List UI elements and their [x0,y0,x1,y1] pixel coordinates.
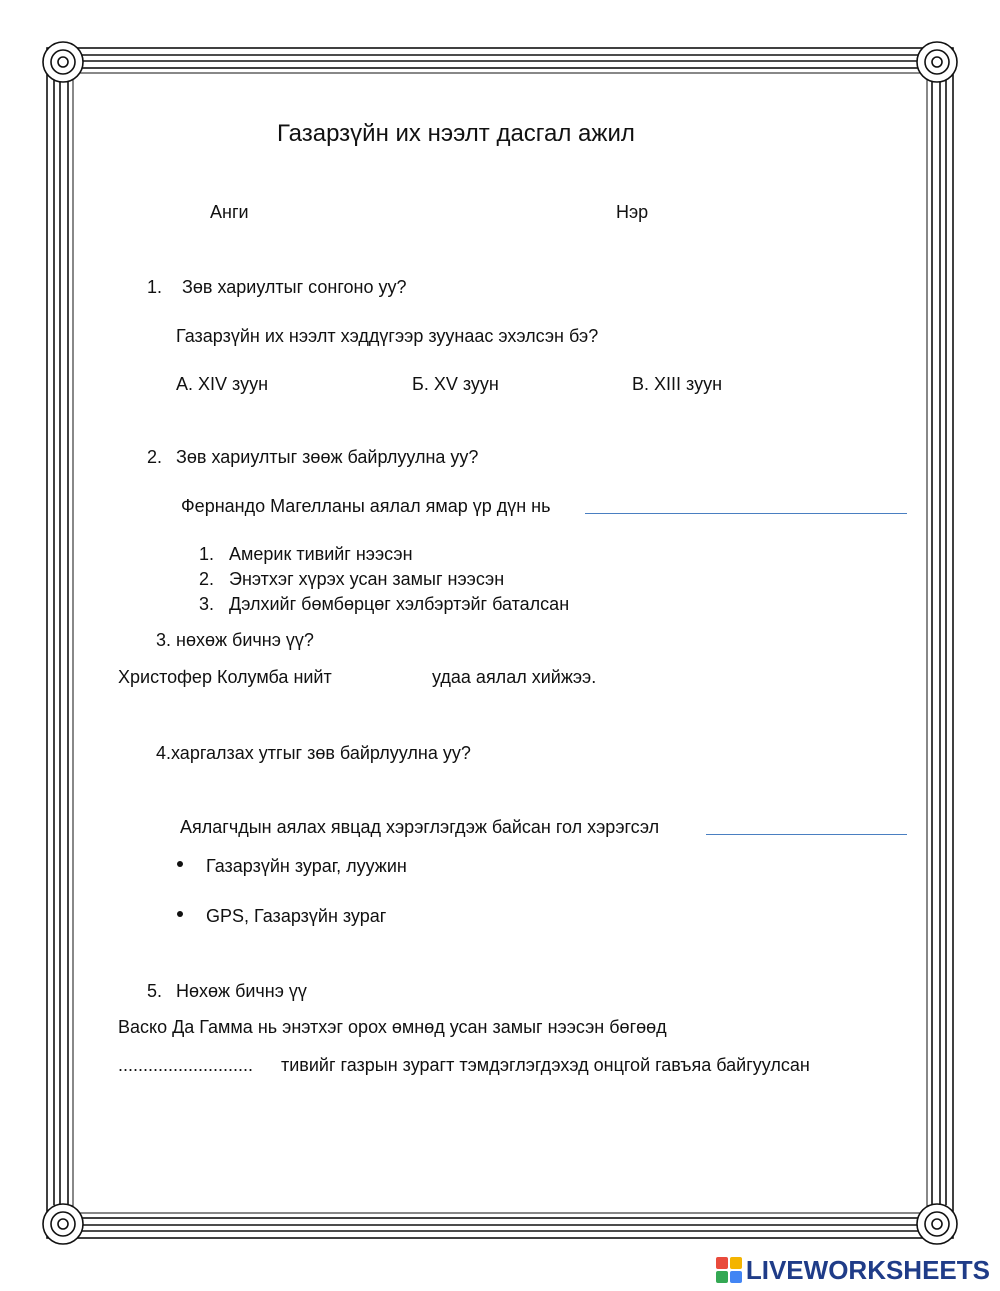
q4-option-2[interactable]: GPS, Газарзүйн зураг [206,906,387,926]
bullet-dot [177,861,183,867]
q4-answer-drop-line[interactable] [706,834,907,835]
q2-instruction: Зөв хариултыг зөөж байрлуулна уу? [176,447,479,467]
liveworksheets-logo [716,1255,990,1285]
q4-heading: 4.харгалзах утгыг зөв байрлуулна уу? [156,743,471,763]
q1-option-b[interactable]: Б. XV зуун [412,374,499,394]
q2-number: 2. [147,447,163,467]
q2-item-2-number: 2. [199,569,215,589]
q5-line1: Васко Да Гамма нь энэтхэг орох өмнөд усан замыг нээсэн бөгөөд [118,1017,667,1037]
q2-answer-drop-line[interactable] [585,513,907,514]
q1-option-a[interactable]: A. XIV зуун [176,374,269,394]
q5-instruction: Нөхөж бичнэ үү [176,981,307,1001]
liveworksheets-logo-icon [716,1257,742,1283]
q3-heading: 3. нөхөж бичнэ үү? [156,630,314,650]
q1-question: Газарзүйн их нээлт хэддүгээр зуунаас эхэлсэн бэ? [176,326,599,346]
q2-item-3[interactable]: Дэлхийг бөмбөрцөг хэлбэртэйг баталсан [229,594,570,614]
q4-option-1[interactable]: Газарзүйн зураг, луужин [206,856,407,876]
worksheet-title: Газарзүйн их нээлт дасгал ажил [277,120,635,147]
q2-item-1-number: 1. [199,544,215,564]
q5-dots-blank[interactable]: ........................... [118,1055,254,1075]
q2-item-2[interactable]: Энэтхэг хүрэх усан замыг нээсэн [229,569,505,589]
q1-option-c[interactable]: В. XIII зуун [632,374,723,394]
q3-sentence-end: удаа аялал хийжээ. [432,667,597,687]
q5-number: 5. [147,981,163,1001]
class-label: Анги [210,202,249,222]
q2-item-3-number: 3. [199,594,215,614]
bullet-dot [177,911,183,917]
q1-number: 1. [147,277,163,297]
q2-prompt: Фернандо Магелланы аялал ямар үр дүн нь [181,496,551,516]
name-label: Нэр [616,202,649,222]
q4-prompt: Аялагчдын аялах явцад хэрэглэгдэж байсан гол хэрэгсэл [180,817,660,837]
q5-line2: тивийг газрын зурагт тэмдэглэгдэхэд онцгой гавъяа байгуулсан [281,1055,810,1075]
q1-instruction: Зөв хариултыг сонгоно уу? [182,277,407,297]
q2-item-1[interactable]: Америк тивийг нээсэн [229,544,413,564]
q3-sentence-start: Христофер Колумба нийт [118,667,332,687]
liveworksheets-wordmark: LIVEWORKSHEETS [745,1254,990,1285]
